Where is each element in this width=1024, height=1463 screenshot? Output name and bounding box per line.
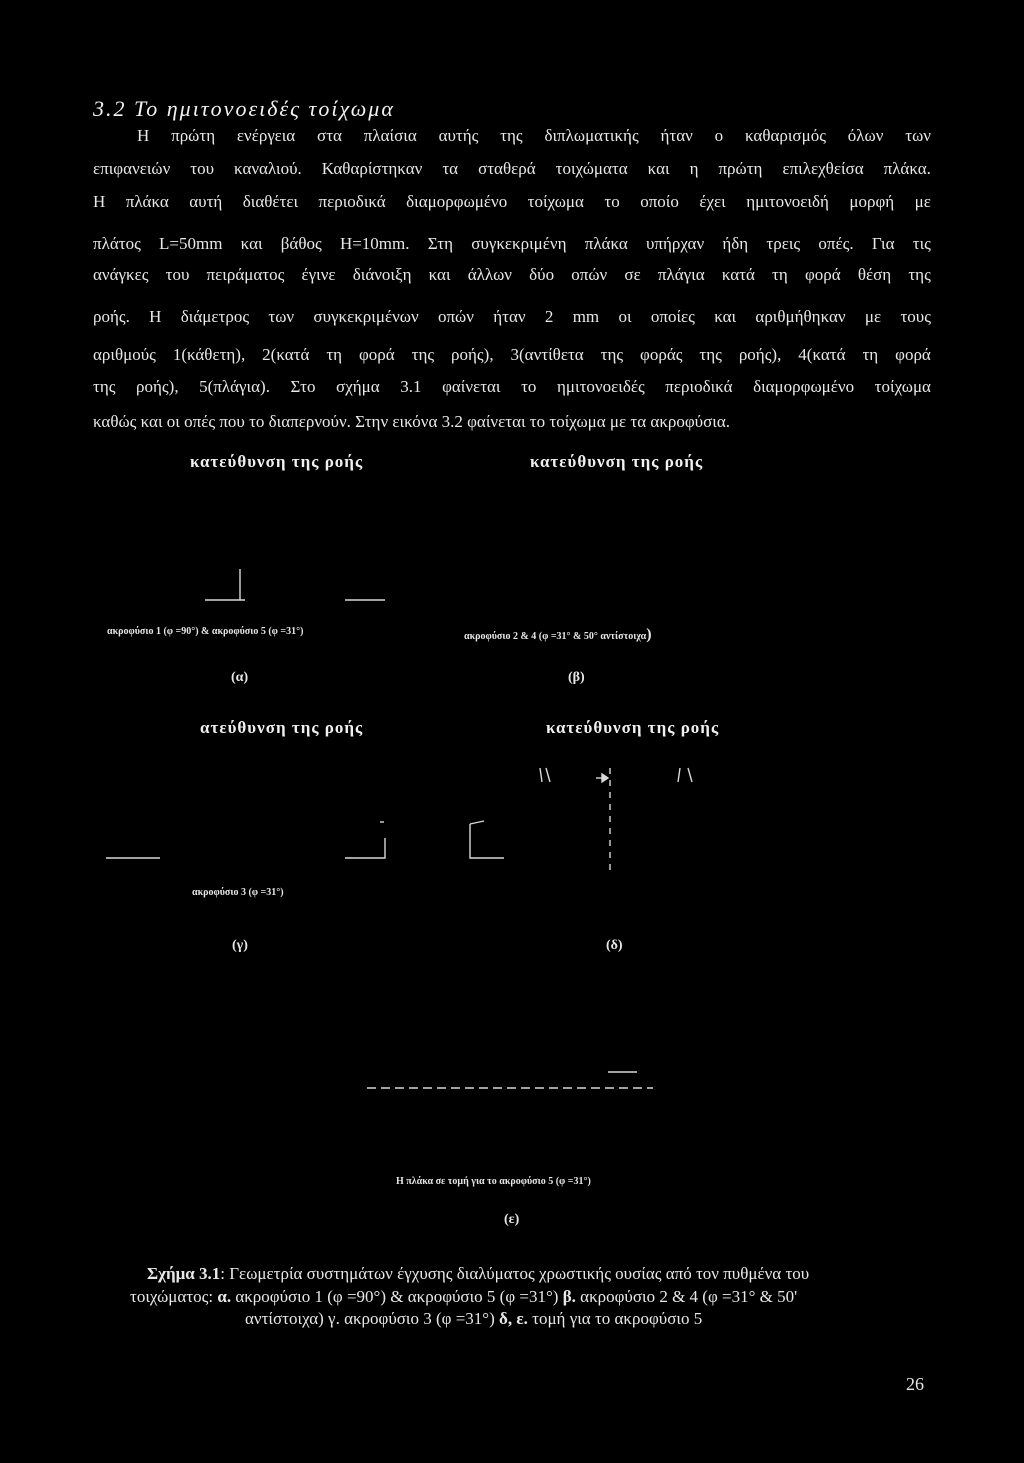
flow-direction-label-c: ατεύθυνση της ροής	[200, 718, 364, 737]
paragraph-line: της ροής), 5(πλάγια). Στο σχήμα 3.1 φαίνεται το ημιτονοειδές περιοδικά διαμορφωμένο τοίχωμα	[93, 377, 931, 396]
flow-direction-label-a: κατεύθυνση της ροής	[190, 452, 364, 471]
paragraph-line: πλάτος L=50mm και βάθος H=10mm. Στη συγκεκριμένη πλάκα υπήρχαν ήδη τρεις οπές. Για τις	[93, 234, 931, 253]
section-heading: 3.2 Το ημιτονοειδές τοίχωμα	[93, 96, 395, 121]
page-number: 26	[906, 1374, 924, 1394]
section-view-label: Η πλάκα σε τομή για το ακροφύσιο 5 (φ =31°)	[396, 1176, 591, 1187]
nozzle-label-a: ακροφύσιο 1 (φ =90°) & ακροφύσιο 5 (φ =31°)	[107, 626, 304, 637]
nozzle-label-b-text: ακροφύσιο 2 & 4 (φ =31° & 50° αντίστοιχα	[464, 631, 647, 642]
wall-edge	[470, 821, 484, 824]
figure-caption-line-3: αντίστοιχα) γ. ακροφύσιο 3 (φ =31°) δ, ε. τομή για το ακροφύσιο 5	[245, 1309, 703, 1328]
paragraph-line: ροής. Η διάμετρος των συγκεκριμένων οπών ήταν 2 mm οι οποίες και αριθμήθηκαν με τους	[93, 307, 931, 326]
nozzle-stroke	[678, 768, 680, 782]
figure-caption-line-2: τοιχώματος: α. ακροφύσιο 1 (φ =90°) & ακροφύσιο 5 (φ =31°) β. ακροφύσιο 2 & 4 (φ =31° & 50'	[130, 1287, 798, 1306]
flow-direction-label-d: κατεύθυνση της ροής	[546, 718, 720, 737]
nozzle-stroke	[688, 768, 692, 782]
flow-arrow-head	[602, 774, 608, 782]
wall-step	[345, 838, 385, 858]
paragraph-line: επιφανειών του καναλιού. Καθαρίστηκαν τα σταθερά τοιχώματα και η πρώτη επιλεχθείσα πλάκα.	[93, 159, 931, 178]
nozzle-label-c: ακροφύσιο 3 (φ =31°)	[192, 887, 284, 898]
nozzle-label-b-paren: )	[646, 626, 652, 643]
subfigure-label-d: (δ)	[606, 938, 623, 953]
wall-step	[470, 824, 504, 858]
caption-label: Σχήμα 3.1	[147, 1264, 221, 1283]
nozzle-stroke	[546, 768, 550, 782]
subfigure-label-a: (α)	[231, 670, 249, 685]
paragraph-line: Η πλάκα αυτή διαθέτει περιοδικά διαμορφωμένο τοίχωμα το οποίο έχει ημιτονοειδή μορφή με	[93, 192, 931, 211]
nozzle-stroke	[540, 768, 542, 782]
subfigure-label-e: (ε)	[504, 1212, 520, 1227]
paragraph-line: ανάγκες του πειράματος έγινε διάνοιξη και άλλων δύο οπών σε πλάγια κατά τη φορά θέση της	[93, 265, 931, 284]
paragraph-line: Η πρώτη ενέργεια στα πλαίσια αυτής της διπλωματικής ήταν ο καθαρισμός όλων των	[137, 126, 931, 145]
flow-direction-label-b: κατεύθυνση της ροής	[530, 452, 704, 471]
figure-caption-line-1: Σχήμα 3.1: Γεωμετρία συστημάτων έγχυσης διαλύματος χρωστικής ουσίας από τον πυθμένα του	[147, 1264, 810, 1283]
nozzle-label-b	[464, 626, 652, 644]
subfigure-label-b: (β)	[568, 670, 585, 685]
subfigure-label-c: (γ)	[232, 938, 248, 953]
paragraph-line: αριθμούς 1(κάθετη), 2(κατά τη φορά της ροής), 3(αντίθετα της φοράς της ροής), 4(κατά τη φορά	[93, 345, 931, 364]
paragraph-line: καθώς και οι οπές που το διαπερνούν. Στην εικόνα 3.2 φαίνεται το τοίχωμα με τα ακροφύσια.	[93, 412, 730, 431]
